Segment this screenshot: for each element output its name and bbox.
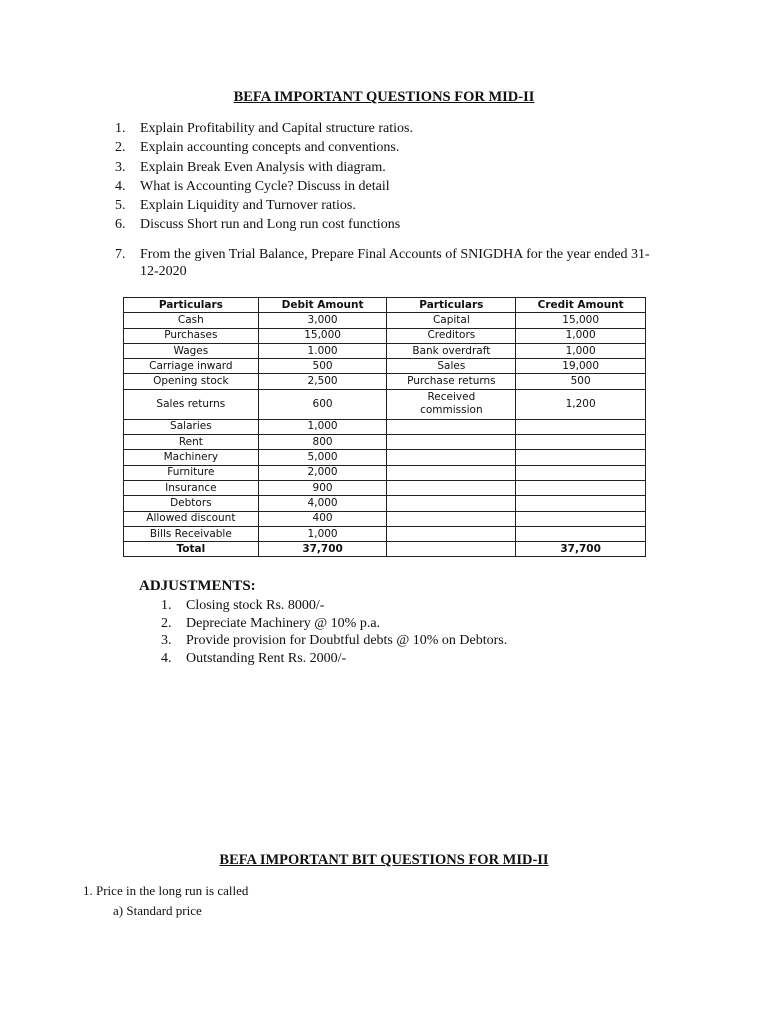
credit-amount-cell: 1,200	[516, 389, 646, 419]
adjustments-heading: ADJUSTMENTS:	[139, 578, 256, 594]
table-row	[124, 328, 646, 343]
debit-amount-cell: 400	[258, 511, 387, 526]
table-row	[124, 359, 646, 374]
question-number: 2.	[115, 140, 126, 156]
table-body	[124, 313, 646, 557]
debit-amount-cell: 1,000	[258, 526, 387, 541]
question-text: Explain Profitability and Capital structure ratios.	[140, 121, 413, 136]
credit-particular-cell: Sales	[387, 359, 516, 374]
debit-particular-cell: Machinery	[124, 450, 259, 465]
debit-amount-cell: 2,500	[258, 374, 387, 389]
credit-amount-cell: 15,000	[516, 313, 646, 328]
total-debit-amount-cell: 37,700	[258, 542, 387, 557]
question-text: Discuss Short run and Long run cost functions	[140, 217, 401, 233]
table-row	[124, 389, 646, 419]
adjustment-item	[161, 615, 507, 633]
debit-particular-cell: Carriage inward	[124, 359, 259, 374]
table-row	[124, 465, 646, 480]
header-credit-amount: Credit Amount	[516, 298, 646, 313]
table-row	[124, 450, 646, 465]
header-particulars-credit: Particulars	[387, 298, 516, 313]
question-list	[115, 119, 413, 235]
credit-particular-cell	[387, 526, 516, 541]
trial-balance-table	[123, 297, 646, 557]
adjustment-item	[161, 597, 507, 615]
credit-particular-cell: Received commission	[387, 389, 516, 419]
credit-particular-cell	[387, 465, 516, 480]
question-text: From the given Trial Balance, Prepare Final Accounts of SNIGDHA for the year ended 31-12-2020	[140, 247, 650, 279]
question-item	[115, 138, 413, 157]
adjustment-text: Depreciate Machinery @ 10% p.a.	[186, 615, 381, 631]
credit-amount-cell	[516, 465, 646, 480]
debit-amount-cell: 900	[258, 480, 387, 495]
credit-particular-cell	[387, 480, 516, 495]
table-total-row	[124, 542, 646, 557]
credit-amount-cell	[516, 511, 646, 526]
table-row	[124, 419, 646, 434]
debit-particular-cell: Cash	[124, 313, 259, 328]
debit-particular-cell: Purchases	[124, 328, 259, 343]
table-row	[124, 480, 646, 495]
debit-amount-cell: 15,000	[258, 328, 387, 343]
debit-amount-cell: 3,000	[258, 313, 387, 328]
question-item	[115, 177, 413, 196]
credit-particular-cell: Purchase returns	[387, 374, 516, 389]
bit-section-title: BEFA IMPORTANT BIT QUESTIONS FOR MID-II	[219, 852, 549, 868]
debit-amount-cell: 4,000	[258, 496, 387, 511]
page-title: BEFA IMPORTANT QUESTIONS FOR MID-II	[233, 89, 535, 105]
credit-amount-cell	[516, 496, 646, 511]
total-debit-particular-cell: Total	[124, 542, 259, 557]
adjustment-number: 2.	[161, 615, 172, 631]
adjustment-text: Provide provision for Doubtful debts @ 10% on Debtors.	[186, 633, 508, 648]
adjustment-text: Outstanding Rent Rs. 2000/-	[186, 650, 347, 666]
adjustments-list	[161, 597, 507, 667]
debit-amount-cell: 5,000	[258, 450, 387, 465]
question-item	[115, 119, 413, 138]
adjustment-number: 4.	[161, 650, 172, 666]
table-header-row	[124, 298, 646, 313]
question-item	[115, 158, 413, 177]
debit-amount-cell: 1,000	[258, 419, 387, 434]
credit-particular-cell	[387, 435, 516, 450]
debit-particular-cell: Sales returns	[124, 389, 259, 419]
question-7	[115, 246, 655, 280]
debit-particular-cell: Opening stock	[124, 374, 259, 389]
credit-amount-cell: 19,000	[516, 359, 646, 374]
debit-particular-cell: Bills Receivable	[124, 526, 259, 541]
question-text: Explain accounting concepts and conventions.	[140, 140, 400, 156]
header-debit-amount: Debit Amount	[258, 298, 387, 313]
total-credit-particular-cell	[387, 542, 516, 557]
bit-question-1: 1. Price in the long run is called	[83, 883, 249, 898]
question-text: Explain Liquidity and Turnover ratios.	[140, 198, 356, 214]
debit-amount-cell: 800	[258, 435, 387, 450]
table-row	[124, 526, 646, 541]
bit-question-1-option-a: a) Standard price	[113, 903, 202, 918]
table-row	[124, 435, 646, 450]
adjustment-text: Closing stock Rs. 8000/-	[186, 598, 325, 613]
debit-particular-cell: Allowed discount	[124, 511, 259, 526]
debit-amount-cell: 2,000	[258, 465, 387, 480]
table-row	[124, 496, 646, 511]
table-row	[124, 374, 646, 389]
question-item	[115, 215, 413, 234]
question-number: 4.	[115, 178, 126, 194]
adjustment-item	[161, 650, 507, 668]
credit-particular-cell	[387, 496, 516, 511]
question-number: 7.	[115, 247, 126, 262]
credit-particular-cell	[387, 450, 516, 465]
credit-amount-cell: 1,000	[516, 343, 646, 358]
credit-particular-cell	[387, 419, 516, 434]
table-row	[124, 313, 646, 328]
debit-amount-cell: 1.000	[258, 343, 387, 358]
adjustment-item	[161, 632, 507, 650]
question-number: 6.	[115, 217, 126, 233]
debit-particular-cell: Salaries	[124, 419, 259, 434]
debit-amount-cell: 600	[258, 389, 387, 419]
credit-amount-cell	[516, 419, 646, 434]
question-number: 1.	[115, 121, 126, 136]
credit-particular-cell: Capital	[387, 313, 516, 328]
debit-amount-cell: 500	[258, 359, 387, 374]
credit-amount-cell	[516, 450, 646, 465]
debit-particular-cell: Rent	[124, 435, 259, 450]
credit-amount-cell	[516, 480, 646, 495]
credit-amount-cell	[516, 435, 646, 450]
question-text: Explain Break Even Analysis with diagram.	[140, 159, 386, 175]
table-row	[124, 343, 646, 358]
debit-particular-cell: Furniture	[124, 465, 259, 480]
credit-amount-cell: 500	[516, 374, 646, 389]
debit-particular-cell: Debtors	[124, 496, 259, 511]
credit-amount-cell: 1,000	[516, 328, 646, 343]
question-number: 5.	[115, 198, 126, 214]
question-text: What is Accounting Cycle? Discuss in detail	[140, 178, 390, 194]
credit-particular-cell: Bank overdraft	[387, 343, 516, 358]
debit-particular-cell: Insurance	[124, 480, 259, 495]
header-particulars-debit: Particulars	[124, 298, 259, 313]
adjustment-number: 1.	[161, 598, 172, 613]
question-number: 3.	[115, 159, 126, 175]
table-row	[124, 511, 646, 526]
credit-particular-cell: Creditors	[387, 328, 516, 343]
question-item	[115, 196, 413, 215]
total-credit-amount-cell: 37,700	[516, 542, 646, 557]
adjustment-number: 3.	[161, 633, 172, 648]
debit-particular-cell: Wages	[124, 343, 259, 358]
credit-particular-cell	[387, 511, 516, 526]
credit-amount-cell	[516, 526, 646, 541]
